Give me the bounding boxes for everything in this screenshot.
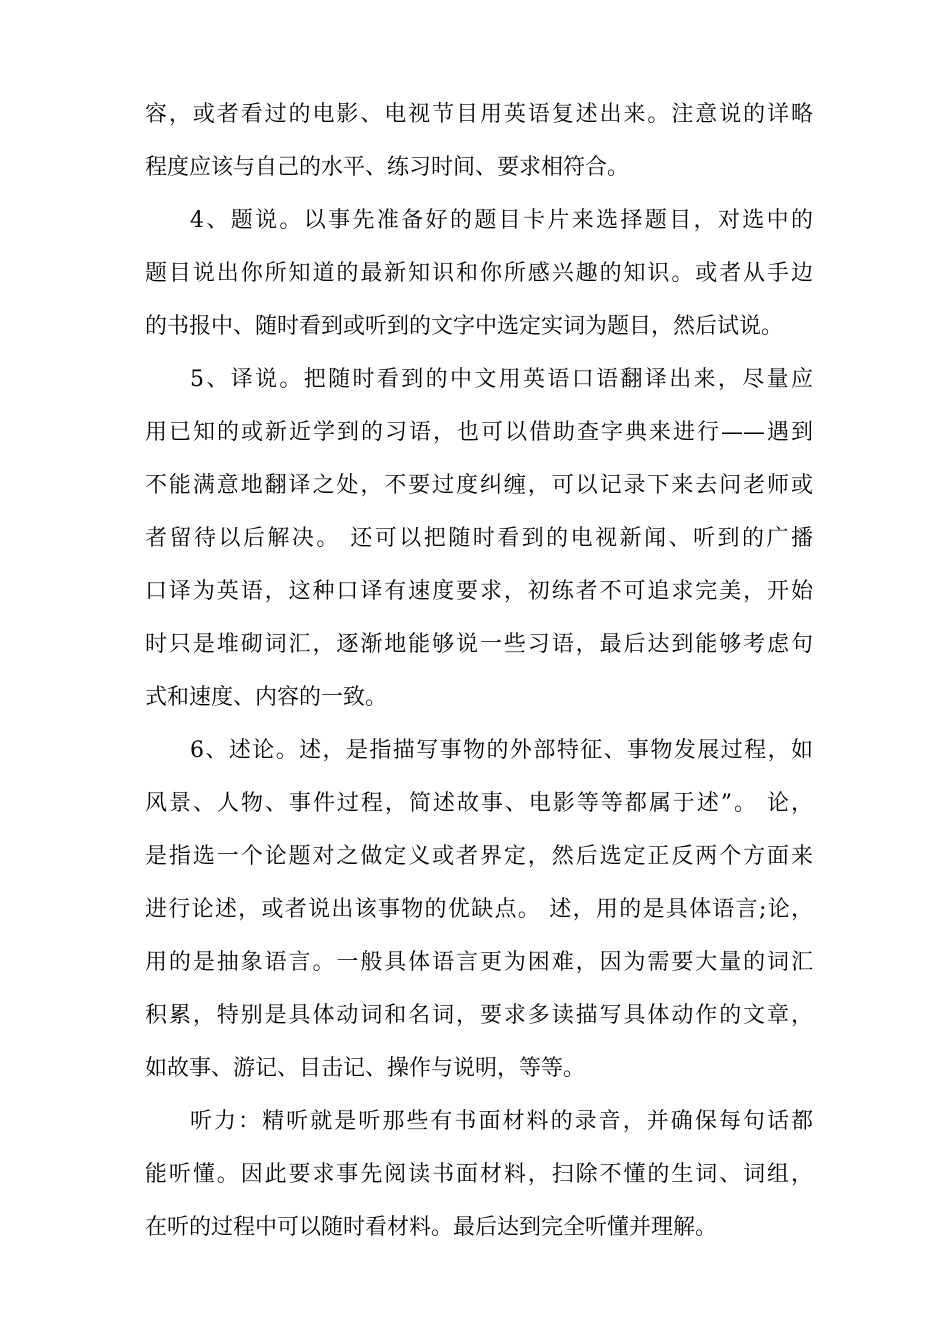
text-line: 能听懂。因此要求事先阅读书面材料，扫除不懂的生词、词组， (145, 1162, 813, 1187)
text-line: 是指选一个论题对之做定义或者界定，然后选定正反两个方面来 (145, 844, 813, 869)
paragraph (145, 724, 813, 1095)
text-line: 用的是抽象语言。一般具体语言更为困难，因为需要大量的词汇 (145, 950, 813, 975)
text-line: 积累，特别是具体动词和名词，要求多读描写具体动作的文章， (145, 1003, 813, 1028)
text-line: 6、述论。述，是指描写事物的外部特征、事物发展过程，如 (190, 738, 813, 763)
text-line: 的书报中、随时看到或听到的文字中选定实词为题目，然后试说。 (145, 314, 784, 339)
text-line: 进行论述，或者说出该事物的优缺点。 述，用的是具体语言;论， (145, 897, 813, 922)
text-line: 5、译说。把随时看到的中文用英语口语翻译出来，尽量应 (190, 367, 813, 392)
text-line: 口译为英语，这种口译有速度要求，初练者不可追求完美，开始 (145, 579, 813, 604)
text-line: 如故事、游记、目击记、操作与说明，等等。 (145, 1056, 586, 1081)
paragraph (145, 88, 813, 194)
text-line: 程度应该与自己的水平、练习时间、要求相符合。 (145, 155, 630, 180)
text-line: 容，或者看过的电影、电视节目用英语复述出来。注意说的详略 (145, 102, 813, 127)
text-line: 风景、人物、事件过程，简述故事、电影等等都属于述”。 论， (145, 791, 813, 816)
paragraph (145, 194, 813, 353)
text-line: 在听的过程中可以随时看材料。最后达到完全听懂并理解。 (145, 1215, 718, 1240)
text-line: 者留待以后解决。 还可以把随时看到的电视新闻、听到的广播 (145, 526, 813, 551)
text-line: 用已知的或新近学到的习语，也可以借助查字典来进行——遇到 (145, 420, 813, 445)
paragraph (145, 1095, 813, 1254)
text-line: 题目说出你所知道的最新知识和你所感兴趣的知识。或者从手边 (145, 261, 813, 286)
text-line: 式和速度、内容的一致。 (145, 685, 388, 710)
document-body (145, 88, 813, 1254)
paragraph (145, 353, 813, 724)
text-line: 4、题说。以事先准备好的题目卡片来选择题目，对选中的 (190, 208, 813, 233)
text-line: 听力：精听就是听那些有书面材料的录音，并确保每句话都 (190, 1109, 813, 1134)
text-line: 时只是堆砌词汇，逐渐地能够说一些习语，最后达到能够考虑句 (145, 632, 813, 657)
text-line: 不能满意地翻译之处，不要过度纠缠，可以记录下来去问老师或 (145, 473, 813, 498)
